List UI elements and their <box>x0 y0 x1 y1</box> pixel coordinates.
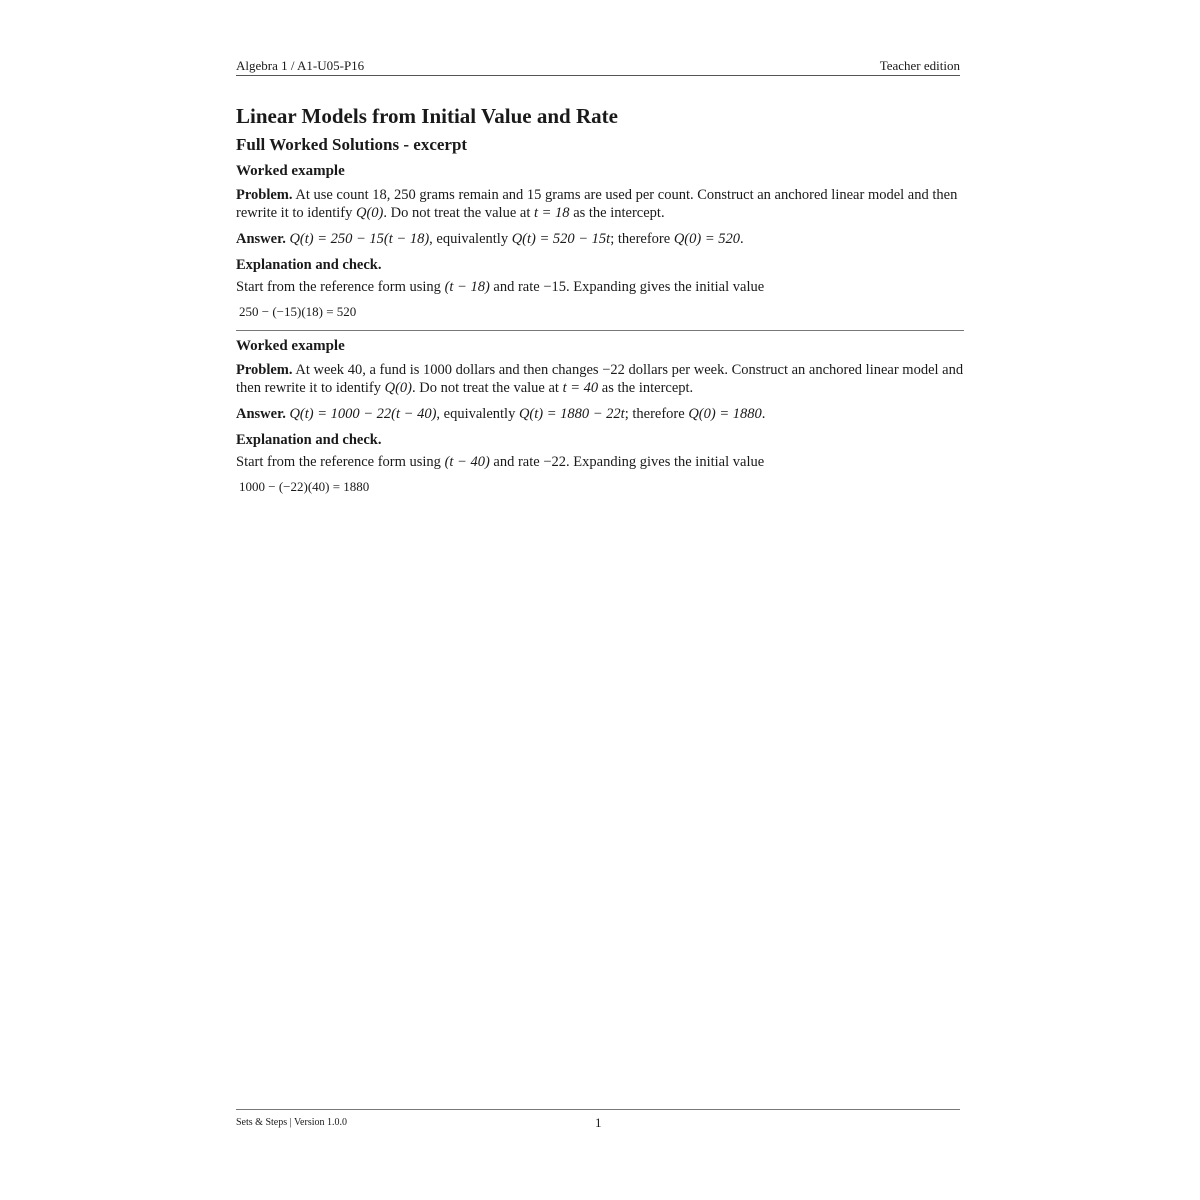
answer-label: Answer. <box>236 406 286 422</box>
answer-part: . <box>761 406 766 422</box>
document-body <box>236 104 964 503</box>
problem-part: dollars per week. Construct an anchored linear model and then rewrite it to identify <box>236 362 964 396</box>
explanation-part: Start from the reference form using <box>236 279 445 295</box>
explanation-math: (t − 40) <box>444 454 490 470</box>
answer-part: . <box>740 231 744 247</box>
problem-part: . Do not treat the value at <box>383 205 534 221</box>
problem-value: −22 <box>602 362 625 378</box>
answer-math: Q(t) = 1000 − 22(t − 40) <box>289 406 437 422</box>
explanation-text <box>236 453 964 471</box>
answer-label: Answer. <box>236 231 286 247</box>
answer-math: Q(0) = 520 <box>673 231 740 247</box>
footer-product: Sets & Steps | Version 1.0.0 <box>236 1117 347 1128</box>
answer-math: Q(0) = 1880 <box>688 406 762 422</box>
problem-part: At week <box>295 362 348 378</box>
page-title: Linear Models from Initial Value and Rate <box>236 104 618 128</box>
problem-part: as the intercept. <box>569 205 665 221</box>
problem-part: grams remain and <box>415 187 527 203</box>
problem-part: dollars and then changes <box>452 362 603 378</box>
explanation-math: −15 <box>543 279 567 295</box>
explanation-text <box>236 278 964 296</box>
explanation-part: and rate <box>489 454 544 470</box>
problem-math: Q(0) <box>356 205 384 221</box>
problem-value: 1000 <box>423 362 452 378</box>
answer-math: Q(t) = 1880 − 22t <box>518 406 625 422</box>
problem-label: Problem. <box>236 362 293 378</box>
explanation-part: . Expanding gives the initial value <box>566 454 765 470</box>
problem-math: t = 18 <box>533 205 570 221</box>
explanation-heading: Explanation and check. <box>236 257 382 273</box>
worked-example-1 <box>236 163 964 320</box>
explanation-part: and rate <box>489 279 544 295</box>
example-heading: Worked example <box>236 163 345 179</box>
display-equation: 250 − (−15)(18) = 520 <box>239 304 357 319</box>
display-equation: 1000 − (−22)(40) = 1880 <box>239 479 370 494</box>
problem-part: as the intercept. <box>598 380 694 396</box>
page-header <box>236 58 960 76</box>
problem-part: , a fund is <box>362 362 423 378</box>
problem-part: At use count <box>295 187 373 203</box>
explanation-math: −22 <box>543 454 567 470</box>
page-subtitle: Full Worked Solutions - excerpt <box>236 135 468 154</box>
footer-rule <box>236 1109 960 1110</box>
answer-part: ; therefore <box>624 406 689 422</box>
header-course: Algebra 1 / A1-U05-P16 <box>236 58 365 73</box>
problem-part: . Do not treat the value at <box>411 380 563 396</box>
answer-math: Q(t) = 520 − 15t <box>511 231 611 247</box>
problem-value: 40 <box>347 362 363 378</box>
header-edition: Teacher edition <box>879 58 960 73</box>
problem-label: Problem. <box>236 187 293 203</box>
worked-example-2 <box>236 338 964 495</box>
problem-text <box>236 361 964 397</box>
example-heading: Worked example <box>236 338 345 354</box>
problem-math: t = 40 <box>562 380 599 396</box>
page-number: 1 <box>595 1115 602 1130</box>
explanation-part: Start from the reference form using <box>236 454 445 470</box>
answer-part: , equivalently <box>429 231 512 247</box>
explanation-part: . Expanding gives the initial value <box>566 279 765 295</box>
section-divider <box>236 330 964 331</box>
answer-math: Q(t) = 250 − 15(t − 18) <box>289 231 430 247</box>
problem-math: Q(0) <box>384 380 412 396</box>
explanation-math: (t − 18) <box>444 279 490 295</box>
answer-part: ; therefore <box>610 231 674 247</box>
problem-value: 15 <box>526 187 542 203</box>
problem-part: grams are used per count. Construct an anchored linear model and then rewrite it to identify <box>236 187 958 221</box>
answer-part: , equivalently <box>436 406 519 422</box>
problem-value: 18, 250 <box>372 187 416 203</box>
problem-text <box>236 186 964 222</box>
answer-text <box>236 405 964 423</box>
answer-text <box>236 230 964 248</box>
explanation-heading: Explanation and check. <box>236 432 382 448</box>
